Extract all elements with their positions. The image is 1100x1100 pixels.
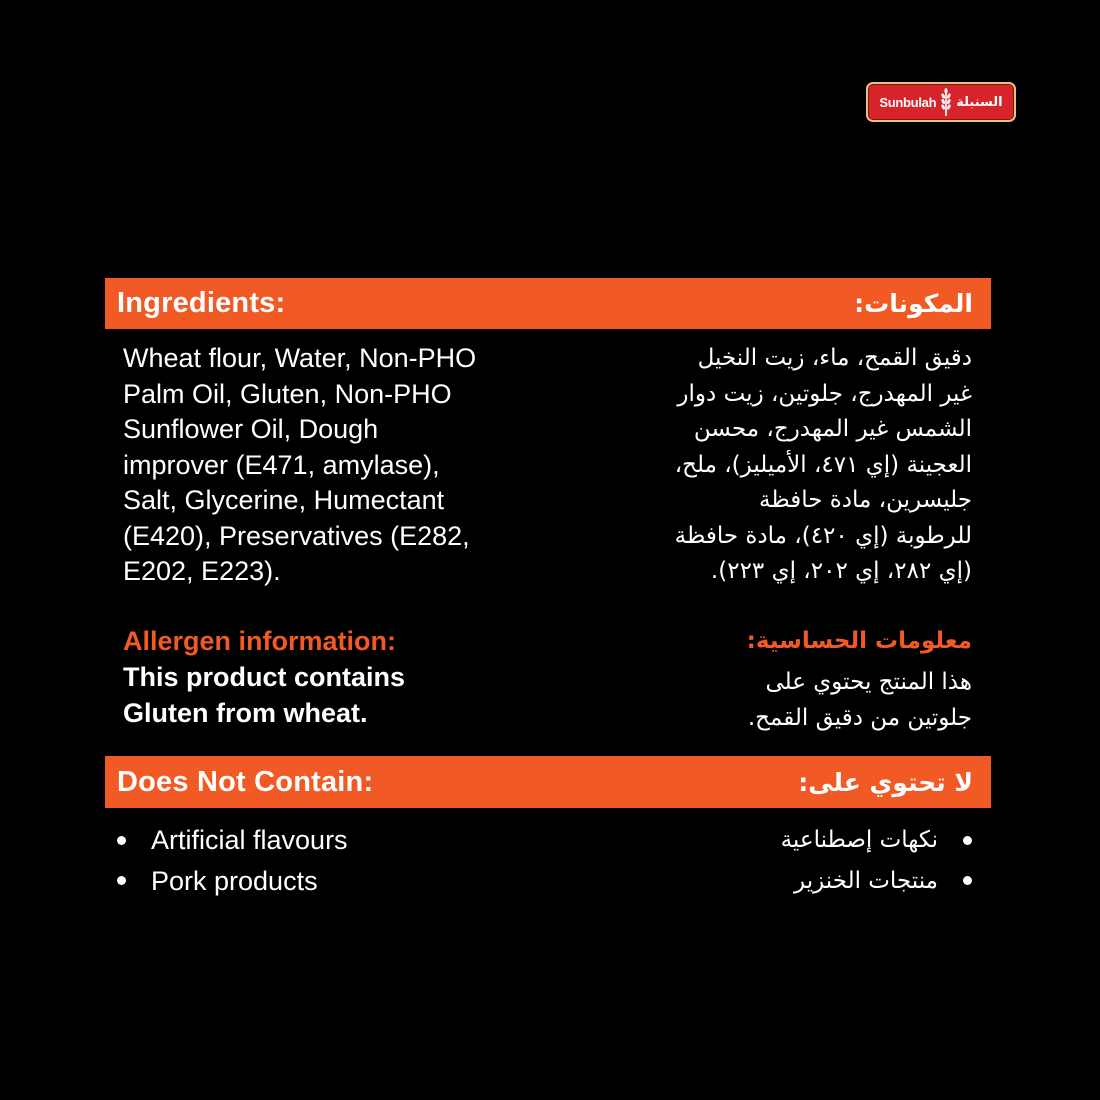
ingredients-text-en: [123, 341, 543, 590]
ingredients-line-en: Sunflower Oil, Dough: [123, 414, 379, 444]
logo-text-ar: السنبلة: [956, 94, 1003, 110]
ingredients-line-ar: (إي ٢٨٢، إي ٢٠٢، إي ٢٢٣).: [710, 558, 972, 584]
allergen-line-en: Gluten from wheat.: [123, 697, 368, 728]
ingredients-header-bar: [105, 278, 991, 329]
ingredients-line-en: Salt, Glycerine, Humectant: [123, 485, 445, 515]
ingredients-line-ar: دقيق القمح، ماء، زيت النخيل: [697, 345, 972, 371]
bullet-icon: [117, 876, 126, 885]
does-not-contain-heading-en: Does Not Contain:: [117, 765, 374, 798]
allergen-line-ar: هذا المنتج يحتوي على: [765, 669, 972, 695]
wheat-icon: [939, 87, 953, 117]
allergen-line-ar: جلوتين من دقيق القمح.: [747, 705, 972, 731]
bullet-icon: [117, 836, 126, 845]
allergen-text-ar: [572, 664, 972, 736]
sunbulah-logo: [866, 82, 1016, 122]
ingredients-text-ar: [572, 341, 972, 590]
ingredients-heading-ar: المكونات:: [854, 289, 973, 318]
list-item: [781, 820, 972, 861]
ingredients-line-ar: الشمس غير المهدرج، محسن: [693, 416, 972, 442]
does-not-contain-heading-ar: لا تحتوي على:: [798, 767, 973, 797]
allergen-text-en: [123, 660, 543, 731]
allergen-title-en: Allergen information:: [123, 626, 397, 656]
ingredients-line-en: (E420), Preservatives (E282,: [123, 520, 470, 551]
ingredients-heading-en: Ingredients:: [117, 287, 286, 319]
list-item: [117, 861, 348, 902]
list-item-label: نكهات إصطناعية: [780, 827, 938, 853]
bullet-icon: [963, 836, 972, 845]
list-item: [781, 861, 972, 902]
list-item-label: Pork products: [151, 865, 318, 896]
bullet-icon: [963, 876, 972, 885]
logo-text-en: Sunbulah: [879, 94, 937, 110]
ingredients-line-ar: للرطوبة (إي ٤٢٠)، مادة حافظة: [674, 522, 972, 549]
ingredients-line-ar: العجينة (إي ٤٧١، الأميليز)، ملح،: [674, 451, 972, 478]
list-item: [117, 820, 348, 861]
ingredients-line-en: Wheat flour, Water, Non-PHO: [123, 343, 477, 373]
list-item-label: Artificial flavours: [151, 825, 348, 855]
ingredients-line-ar: غير المهدرج، جلوتين، زيت دوار: [677, 380, 972, 407]
does-not-contain-list-en: [117, 820, 348, 901]
allergen-line-en: This product contains: [123, 662, 406, 692]
ingredients-line-ar: جليسرين، مادة حافظة: [759, 487, 972, 513]
does-not-contain-list-ar: [781, 820, 972, 901]
does-not-contain-header-bar: [105, 756, 991, 808]
allergen-title-ar: معلومات الحساسية:: [746, 628, 972, 654]
ingredients-line-en: E202, E223).: [123, 556, 281, 586]
ingredients-line-en: improver (E471, amylase),: [123, 449, 440, 480]
list-item-label: منتجات الخنزير: [794, 867, 938, 894]
ingredients-line-en: Palm Oil, Gluten, Non-PHO: [123, 378, 452, 409]
